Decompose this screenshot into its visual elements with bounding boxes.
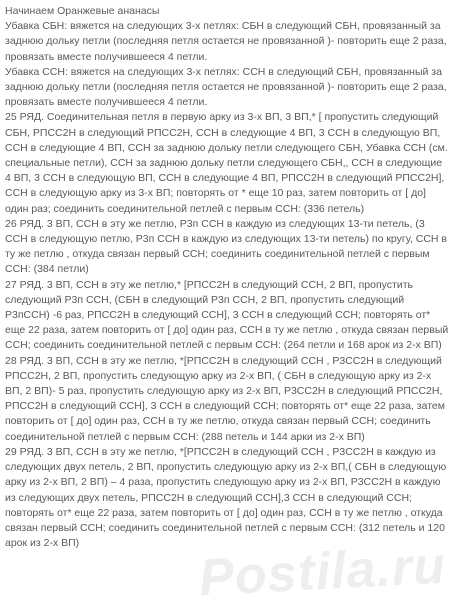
paragraph-row-28: 28 РЯД. 3 ВП, ССН в эту же петлю, *[РПСС2Н в следующий ССН , Р3СС2Н в следующий РПСС2Н, 2 ВП, пропустить следующую арку из 2-х ВП, ( СБН в следующую арку из 2-х ВП, 2 ВП)- 5 раз, пропустить следующую арку из 2-х ВП, Р3СС2Н в следующий РПСС2Н, РПСС2Н в следующий ССН], 3 ССН в следующий ССН; повторять от* еще 22 раза, затем повторить от [ до] один раз, ССН в ту же петлю, откуда связан первый ССН; соединить соединительной петлей с первым ССН: (288 петель и 144 арки из 2-х ВП) bbox=[5, 354, 445, 443]
paragraph-row-27: 27 РЯД. 3 ВП, ССН в эту же петлю,* [РПСС2Н в следующий ССН, 2 ВП, пропустить следующий Р3п ССН, (СБН в следующий Р3п ССН, 2 ВП, пропустить следующий Р3пССН) -6 раз, РПСС2Н в следующий ССН], 3 ССН в следующий ССН; повторять от* еще 22 раза, затем повторить от [ до] один раз, ССН в ту же петлю , откуда связан первый ССН; соединить соединительной петлей с первым ССН: (264 петли и 168 арок из 2-х ВП) bbox=[5, 278, 449, 352]
watermark-logo: Postila.ru bbox=[197, 536, 448, 607]
paragraph-row-29: 29 РЯД. 3 ВП, ССН в эту же петлю, *[РПСС2Н в следующий ССН , Р3СС2Н в каждую из следующих двух петель, 2 ВП, пропустить следующую арку из 2-х ВП,( СБН в следующую арку из 2-х ВП, 2 ВП) – 4 раза, пропустить следующую арку из 2-х ВП, Р3СС2Н в каждую из следующих двух петель, РПСС2Н в следующий ССН],3 ССН в следующий ССН; повторять от* еще 22 раза, затем повторить от [ до] один раз, ССН в ту же петлю , откуда связан первый ССН; соединить соединительной петлей с первым ССН: (312 петель и 120 арок из 2-х ВП) bbox=[5, 445, 447, 550]
paragraph-row-25: 25 РЯД. Соединительная петля в первую арку из 3-х ВП, 3 ВП,* [ пропустить следующий СБН, РПСС2Н в следующий РПСС2Н, ССН в следующие 4 ВП, 3 ССН в следующую ВП, ССН в следующие 4 ВП, ССН за заднюю дольку петли следующего СБН, Убавка ССН (см. специальные петли), ССН за заднюю дольку петли следующего СБН,, ССН в следующие 4 ВП, 3 ССН в следующую ВП, ССН в следующие 4 ВП, РПСС2Н в следующий РПСС2Н], ССН в следующую арку из 3-х ВП; повторять от * еще 10 раз, затем повторить от [ до] один раз; соединить соединительной петлей с первым ССН: (336 петель) bbox=[5, 111, 448, 215]
paragraph-row-26: 26 РЯД. 3 ВП, ССН в эту же петлю, Р3п ССН в каждую из следующих 13-ти петель, (3 ССН в следующую петлю, Р3п ССН в каждую из следующих 13-ти петель) по кругу, ССН в ту же петлю , откуда связан первый ССН; соединить соединительной петлей с первым ССН: (384 петли) bbox=[5, 217, 448, 276]
paragraph-sbn-decrease: Убавка СБН: вяжется на следующих 3-х петлях: СБН в следующий СБН, провязанный за заднюю дольку петли (последняя петля остается не провязанной )- повторить еще 2 раза, провязать вместе получившееся 4 петли. bbox=[5, 20, 447, 63]
paragraph-ssn-decrease: Убавка ССН: вяжется на следующих 3-х петлях: ССН в следующий СБН, провязанный за заднюю дольку петли (последняя петля остается не провязанной )- повторить еще 2 раза, провязать вместе получившееся 4 петли. bbox=[5, 65, 447, 109]
document-heading: Начинаем Оранжевые ананасы bbox=[5, 5, 160, 17]
